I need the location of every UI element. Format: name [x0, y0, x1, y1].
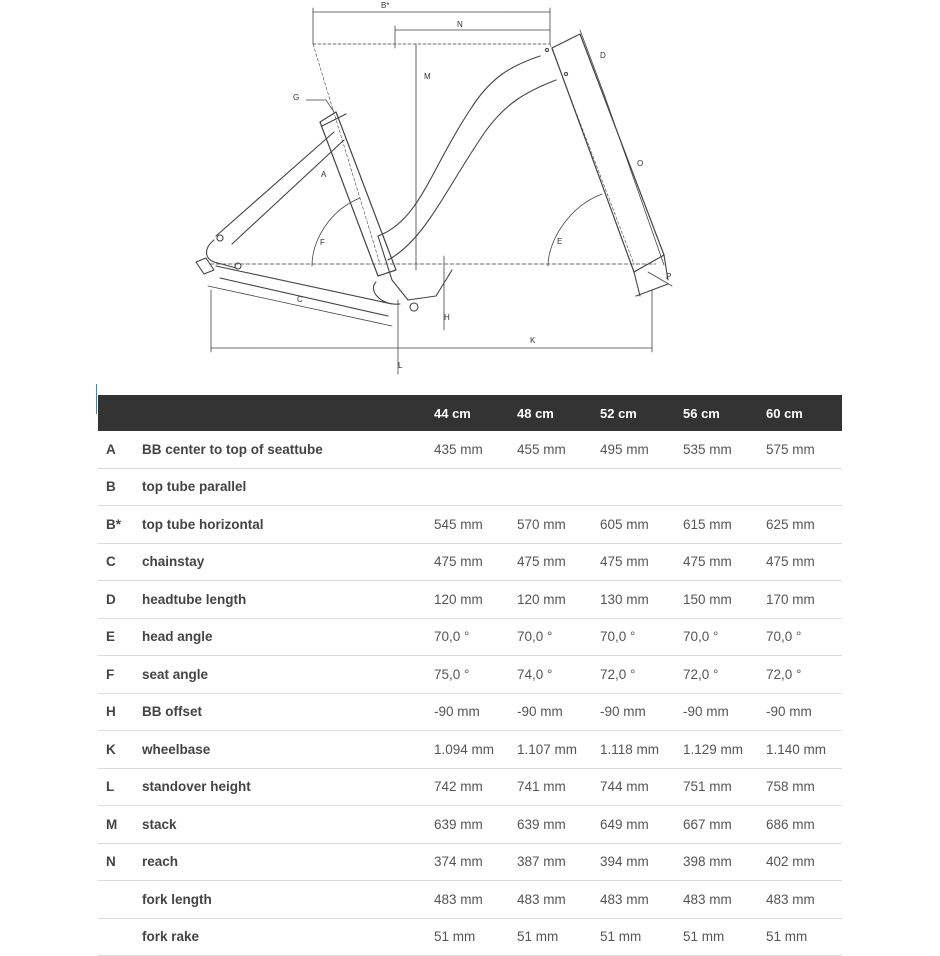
row-value: 615 mm [683, 506, 766, 544]
row-value: 686 mm [766, 806, 842, 844]
label-b-star: B* [381, 1, 390, 10]
row-value: 130 mm [600, 581, 683, 619]
row-value: 120 mm [434, 581, 517, 619]
row-code: A [98, 431, 142, 468]
row-value: 394 mm [600, 843, 683, 881]
row-value: 1.094 mm [434, 731, 517, 769]
table-row [98, 468, 842, 506]
row-value: 374 mm [434, 843, 517, 881]
size-header: 56 cm [683, 395, 766, 431]
row-value: 70,0 ° [766, 618, 842, 656]
row-value: 751 mm [683, 768, 766, 806]
row-value: 1.107 mm [517, 731, 600, 769]
row-value: 475 mm [683, 543, 766, 581]
row-code: E [98, 618, 142, 656]
row-value: 74,0 ° [517, 656, 600, 694]
row-value: 75,0 ° [434, 656, 517, 694]
row-value: 70,0 ° [600, 618, 683, 656]
row-value: 475 mm [600, 543, 683, 581]
row-value: 398 mm [683, 843, 766, 881]
row-name: fork rake [142, 918, 434, 956]
row-value: 758 mm [766, 768, 842, 806]
row-code: H [98, 693, 142, 731]
header-spacer [98, 395, 142, 431]
table-row [98, 843, 842, 881]
label-f: F [320, 238, 325, 247]
row-value: 1.118 mm [600, 731, 683, 769]
row-value: 639 mm [434, 806, 517, 844]
table-row [98, 431, 842, 468]
row-value: 72,0 ° [683, 656, 766, 694]
row-code: M [98, 806, 142, 844]
row-value: 72,0 ° [766, 656, 842, 694]
table-row [98, 918, 842, 956]
label-g: G [293, 93, 300, 102]
focus-indicator [96, 384, 97, 414]
row-code: C [98, 543, 142, 581]
row-code: F [98, 656, 142, 694]
row-value: 570 mm [517, 506, 600, 544]
row-value: 120 mm [517, 581, 600, 619]
row-name: reach [142, 843, 434, 881]
row-value: -90 mm [683, 693, 766, 731]
row-value: 744 mm [600, 768, 683, 806]
row-value: -90 mm [766, 693, 842, 731]
row-value: 455 mm [517, 431, 600, 468]
row-value: 1.129 mm [683, 731, 766, 769]
row-value: 483 mm [434, 881, 517, 919]
row-value: 387 mm [517, 843, 600, 881]
row-value: 667 mm [683, 806, 766, 844]
row-value: 741 mm [517, 768, 600, 806]
size-header: 44 cm [434, 395, 517, 431]
row-value: 495 mm [600, 431, 683, 468]
row-name: top tube horizontal [142, 506, 434, 544]
table-row [98, 656, 842, 694]
row-value: 70,0 ° [517, 618, 600, 656]
row-code [98, 918, 142, 956]
table-body [98, 431, 842, 956]
row-code: D [98, 581, 142, 619]
row-value: 483 mm [600, 881, 683, 919]
row-name: headtube length [142, 581, 434, 619]
row-code: B* [98, 506, 142, 544]
row-value: 535 mm [683, 431, 766, 468]
row-value: 435 mm [434, 431, 517, 468]
row-name: stack [142, 806, 434, 844]
row-value: 150 mm [683, 581, 766, 619]
row-value: 475 mm [517, 543, 600, 581]
row-name: BB offset [142, 693, 434, 731]
size-header: 60 cm [766, 395, 842, 431]
label-n: N [457, 20, 463, 29]
table-row [98, 581, 842, 619]
row-value: 170 mm [766, 581, 842, 619]
row-value [434, 468, 517, 506]
label-o: O [637, 159, 644, 168]
row-value: 742 mm [434, 768, 517, 806]
row-value: 51 mm [517, 918, 600, 956]
frame-geometry-diagram [0, 0, 940, 380]
row-value: 475 mm [766, 543, 842, 581]
row-value: 402 mm [766, 843, 842, 881]
label-k: K [530, 336, 536, 345]
table-row [98, 618, 842, 656]
label-a: A [321, 170, 327, 179]
row-code: L [98, 768, 142, 806]
row-value: 639 mm [517, 806, 600, 844]
table-header-row [98, 395, 842, 431]
row-code: K [98, 731, 142, 769]
frame-drawing [0, 0, 940, 380]
row-value: -90 mm [600, 693, 683, 731]
row-value: 70,0 ° [683, 618, 766, 656]
row-value [600, 468, 683, 506]
label-m: M [424, 72, 431, 81]
geometry-table [98, 395, 842, 956]
label-h: H [444, 313, 450, 322]
row-name: chainstay [142, 543, 434, 581]
row-value: 51 mm [600, 918, 683, 956]
row-value: 575 mm [766, 431, 842, 468]
row-value: 649 mm [600, 806, 683, 844]
label-l: L [398, 361, 403, 370]
row-name: BB center to top of seattube [142, 431, 434, 468]
label-d: D [600, 51, 606, 60]
row-value: 72,0 ° [600, 656, 683, 694]
table-row [98, 881, 842, 919]
row-value: 70,0 ° [434, 618, 517, 656]
table-row [98, 806, 842, 844]
row-name: head angle [142, 618, 434, 656]
table-row [98, 768, 842, 806]
row-value: 1.140 mm [766, 731, 842, 769]
label-e: E [557, 237, 563, 246]
row-name: wheelbase [142, 731, 434, 769]
row-name: top tube parallel [142, 468, 434, 506]
table-row [98, 731, 842, 769]
row-name: standover height [142, 768, 434, 806]
row-value: 625 mm [766, 506, 842, 544]
row-code: B [98, 468, 142, 506]
row-value [766, 468, 842, 506]
row-value: 483 mm [766, 881, 842, 919]
row-code: N [98, 843, 142, 881]
label-p: P [666, 272, 672, 281]
row-name: seat angle [142, 656, 434, 694]
table-row [98, 693, 842, 731]
row-code [98, 881, 142, 919]
row-value [517, 468, 600, 506]
row-value: 51 mm [683, 918, 766, 956]
row-value: 51 mm [766, 918, 842, 956]
row-value: -90 mm [517, 693, 600, 731]
row-value: 51 mm [434, 918, 517, 956]
row-value: 605 mm [600, 506, 683, 544]
row-value: -90 mm [434, 693, 517, 731]
row-value: 475 mm [434, 543, 517, 581]
row-value: 545 mm [434, 506, 517, 544]
table-row [98, 543, 842, 581]
size-header: 52 cm [600, 395, 683, 431]
row-name: fork length [142, 881, 434, 919]
row-value: 483 mm [517, 881, 600, 919]
row-value: 483 mm [683, 881, 766, 919]
size-header: 48 cm [517, 395, 600, 431]
label-c: C [297, 295, 303, 304]
row-value [683, 468, 766, 506]
table-row [98, 506, 842, 544]
header-spacer [142, 395, 434, 431]
